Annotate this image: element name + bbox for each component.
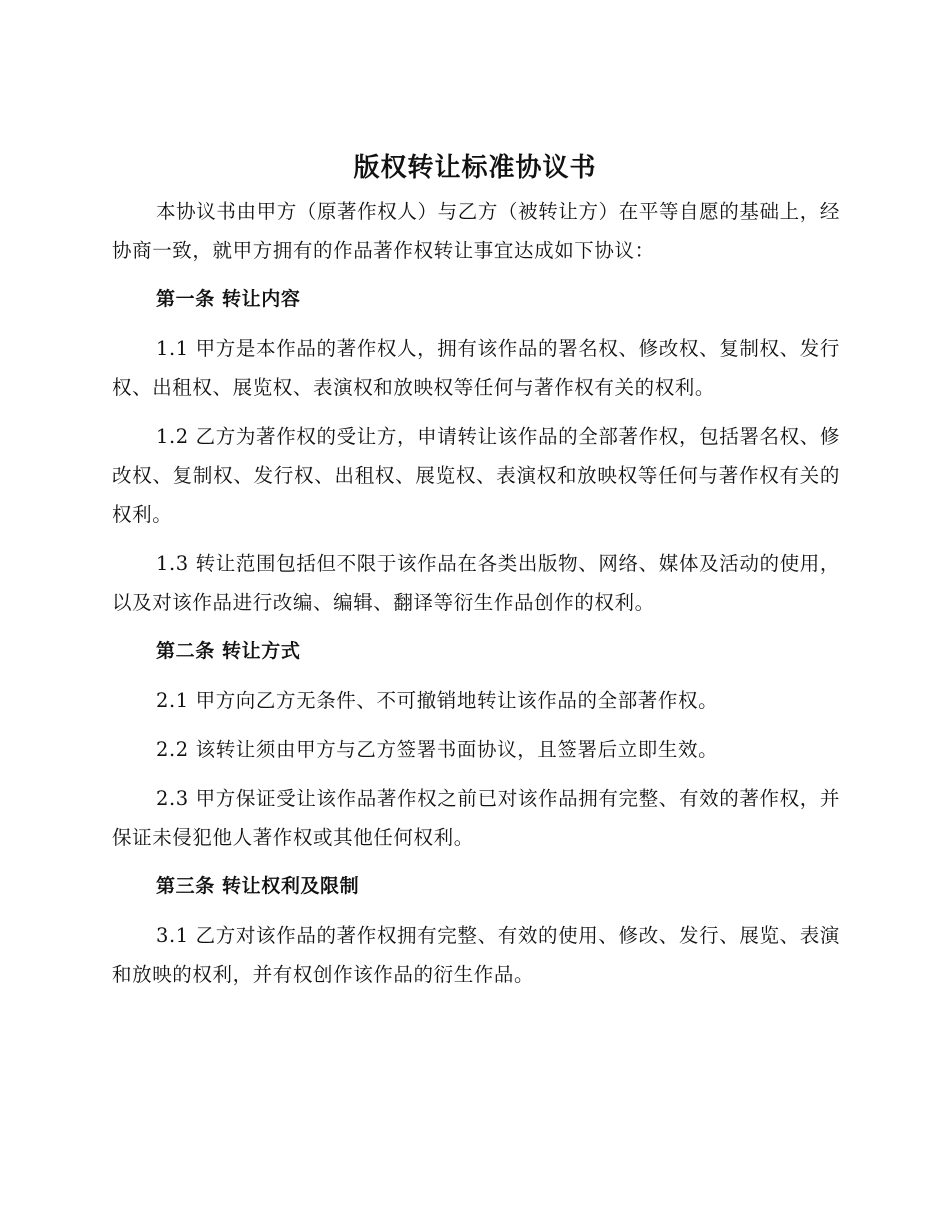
section-heading-2: 第二条 转让方式 — [156, 640, 301, 662]
clause-2-2: 2.2 该转让须由甲方与乙方签署书面协议，且签署后立即生效。 — [156, 738, 719, 761]
section-heading-3: 第三条 转让权利及限制 — [156, 875, 360, 897]
clause-1-3: 1.3 转让范围包括但不限于该作品在各类出版物、网络、媒体及活动的使用，以及对该作品进行改编、编辑、翻译等衍生作品创作的权利。 — [112, 552, 840, 614]
intro-paragraph: 本协议书由甲方（原著作权人）与乙方（被转让方）在平等自愿的基础上，经协商一致，就甲方拥有的作品著作权转让事宜达成如下协议： — [112, 200, 840, 262]
document-body — [112, 192, 840, 994]
clause-2-3: 2.3 甲方保证受让该作品著作权之前已对该作品拥有完整、有效的著作权，并保证未侵犯他人著作权或其他任何权利。 — [112, 787, 840, 849]
clause-1-2: 1.2 乙方为著作权的受让方，申请转让该作品的全部著作权，包括署名权、修改权、复制权、发行权、出租权、展览权、表演权和放映权等任何与著作权有关的权利。 — [112, 425, 840, 526]
clause-1-1: 1.1 甲方是本作品的著作权人，拥有该作品的署名权、修改权、复制权、发行权、出租权、展览权、表演权和放映权等任何与著作权有关的权利。 — [112, 337, 840, 399]
section-heading-1: 第一条 转让内容 — [156, 288, 301, 310]
clause-3-1: 3.1 乙方对该作品的著作权拥有完整、有效的使用、修改、发行、展览、表演和放映的权利，并有权创作该作品的衍生作品。 — [112, 924, 840, 986]
document-title: 版权转让标准协议书 — [353, 153, 597, 183]
clause-2-1: 2.1 甲方向乙方无条件、不可撤销地转让该作品的全部著作权。 — [156, 689, 719, 712]
